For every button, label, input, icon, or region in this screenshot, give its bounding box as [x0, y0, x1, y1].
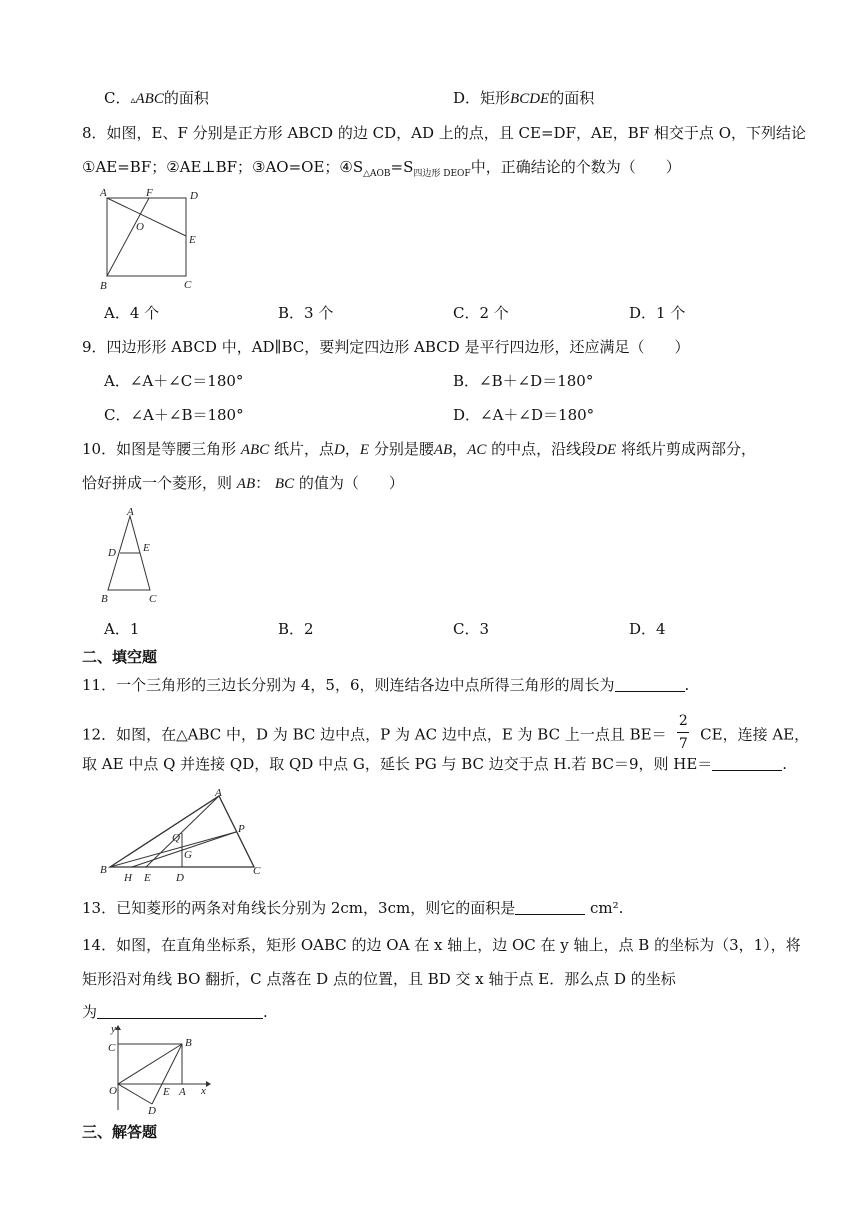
svg-text:E: E — [143, 542, 150, 554]
svg-text:B: B — [100, 280, 107, 292]
q8-option-a: A．4 个 — [104, 304, 160, 322]
svg-text:A: A — [215, 787, 222, 799]
q14-stem-line2: 矩形沿对角线 BO 翻折，C 点落在 D 点的位置，且 BD 交 x 轴于点 E．那么点 D 的坐标 — [82, 970, 676, 988]
svg-text:E: E — [189, 234, 196, 246]
svg-text:B: B — [100, 864, 107, 876]
q8-stem-line2: ①AE=BF；②AE⊥BF；③AO=OE；$④S_{\triangle AOB}=S_{四边形 DEOF}$中，正确结论的个数为（ ） — [82, 158, 681, 179]
svg-text:y: y — [111, 1023, 116, 1035]
q12-answer-blank[interactable] — [712, 754, 782, 771]
svg-text:D: D — [108, 547, 116, 559]
q12-stem-line1: 12．如图，在△ABC 中，D 为 BC 边中点，P 为 AC 边中点，E 为 BC 上一点且 BE＝ $\frac{2}{7}$ CE，连接 AE， — [82, 713, 810, 752]
svg-text:F: F — [146, 187, 153, 199]
q11-stem: 11．一个三角形的三边长分别为 4，5，6，则连结各边中点所得三角形的周长为 . — [82, 676, 690, 694]
svg-text:C: C — [108, 1042, 116, 1054]
svg-text:D: D — [190, 190, 198, 202]
q12-stem-line2: 取 AE 中点 Q 并连接 QD，取 QD 中点 G，延长 PG 与 BC 边交于点 H.若 BC＝9，则 HE＝ . — [82, 755, 788, 773]
section-heading-fill-in: 二、填空题 — [82, 648, 158, 666]
q10-figure-triangle — [98, 506, 166, 606]
q7-option-c: C．▵ABC的面积 — [104, 89, 209, 107]
q10-option-a: A．1 — [104, 620, 140, 638]
q9-option-b: B．∠B＋∠D＝180° — [453, 372, 594, 390]
svg-text:C: C — [149, 593, 157, 605]
q9-option-a: A．∠A＋∠C＝180° — [104, 372, 244, 390]
svg-text:B: B — [101, 593, 108, 605]
svg-text:E: E — [144, 872, 151, 884]
svg-text:G: G — [184, 849, 192, 861]
q8-option-b: B．3 个 — [278, 304, 334, 322]
q8-stem-line1: 8．如图，E、F 分别是正方形 ABCD 的边 CD，AD 上的点，且 CE=DF，AE，BF 相交于点 O，下列结论 — [82, 124, 806, 142]
svg-text:B: B — [185, 1037, 192, 1049]
svg-text:C: C — [253, 865, 261, 877]
svg-text:O: O — [109, 1085, 117, 1097]
svg-text:O: O — [136, 221, 144, 233]
q9-stem: 9．四边形形 ABCD 中，AD∥BC，要判定四边形 ABCD 是平行四边形，还应满足（ ） — [82, 338, 690, 356]
svg-text:D: D — [176, 872, 184, 884]
q8-option-c: C．2 个 — [453, 304, 509, 322]
svg-text:H: H — [124, 872, 132, 884]
svg-text:D: D — [148, 1105, 156, 1117]
q13-answer-blank[interactable] — [515, 898, 585, 915]
q14-figure-coordinate — [98, 1024, 218, 1116]
q13-stem: 13．已知菱形的两条对角线长分别为 2cm，3cm，则它的面积是 cm². — [82, 899, 624, 917]
q12-fraction: $\frac{2}{7}$ — [678, 713, 688, 752]
q14-stem-line1: 14．如图，在直角坐标系，矩形 OABC 的边 OA 在 x 轴上，边 OC 在 y 轴上，点 B 的坐标为（3，1），将 — [82, 936, 801, 954]
svg-text:C: C — [184, 279, 192, 291]
q10-stem-line1: 10．如图是等腰三角形 ABC 纸片，点D，E 分别是腰AB，AC 的中点，沿线段DE 将纸片剪成两部分， — [82, 440, 756, 458]
svg-text:A: A — [179, 1086, 186, 1098]
q9-option-c: C．∠A＋∠B＝180° — [104, 406, 244, 424]
q9-option-d: D．∠A＋∠D＝180° — [453, 406, 595, 424]
svg-text:A: A — [100, 187, 107, 199]
section-heading-solutions: 三、解答题 — [82, 1123, 158, 1141]
q10-option-b: B．2 — [278, 620, 314, 638]
q12-figure-triangle — [98, 788, 268, 884]
q14-stem-line3: 为 . — [82, 1003, 268, 1021]
q10-option-d: D．4 — [629, 620, 666, 638]
svg-text:Q: Q — [172, 832, 180, 844]
q10-option-c: C．3 — [453, 620, 490, 638]
svg-text:E: E — [163, 1086, 170, 1098]
q10-stem-line2: 恰好拼成一个菱形，则 AB： BC 的值为（ ） — [82, 474, 404, 492]
q14-answer-blank[interactable] — [97, 1002, 263, 1019]
q8-figure-square — [98, 186, 208, 292]
q11-answer-blank[interactable] — [615, 675, 685, 692]
svg-text:x: x — [201, 1085, 206, 1097]
q8-option-d: D．1 个 — [629, 304, 686, 322]
svg-text:P: P — [238, 823, 245, 835]
svg-text:A: A — [127, 506, 134, 518]
q7-option-d: D．矩形BCDE的面积 — [453, 89, 595, 107]
